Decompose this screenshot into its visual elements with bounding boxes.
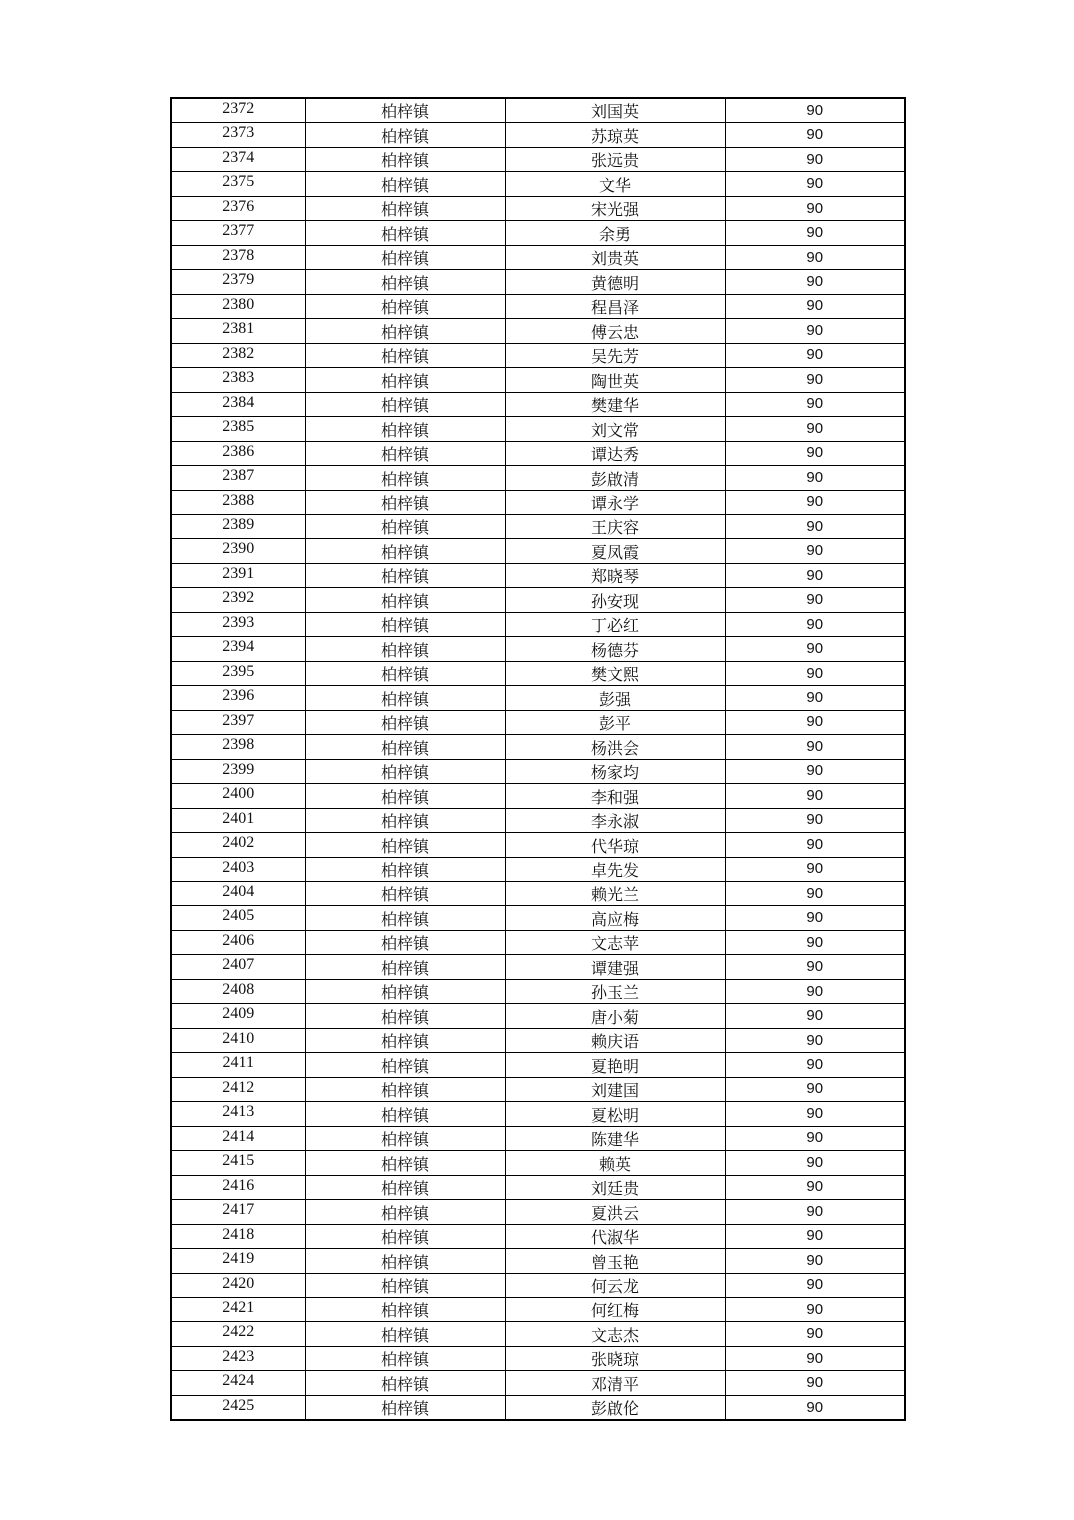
row-number: 2405 [171, 906, 305, 930]
town-cell: 柏梓镇 [305, 686, 505, 710]
row-number: 2387 [171, 466, 305, 490]
name-cell: 刘贵英 [505, 245, 725, 269]
town-cell: 柏梓镇 [305, 1102, 505, 1126]
table-row [171, 661, 905, 685]
row-number: 2373 [171, 123, 305, 147]
town-cell: 柏梓镇 [305, 221, 505, 245]
name-cell: 杨家均 [505, 759, 725, 783]
table-row [171, 1053, 905, 1077]
name-cell: 代华琼 [505, 833, 725, 857]
score-cell: 90 [725, 1077, 905, 1101]
town-cell: 柏梓镇 [305, 906, 505, 930]
name-cell: 程昌泽 [505, 294, 725, 318]
name-cell: 邓清平 [505, 1371, 725, 1395]
name-cell: 郑晓琴 [505, 563, 725, 587]
row-number: 2385 [171, 417, 305, 441]
name-cell: 谭达秀 [505, 441, 725, 465]
town-cell: 柏梓镇 [305, 245, 505, 269]
town-cell: 柏梓镇 [305, 979, 505, 1003]
row-number: 2406 [171, 930, 305, 954]
name-cell: 谭永学 [505, 490, 725, 514]
town-cell: 柏梓镇 [305, 759, 505, 783]
row-number: 2377 [171, 221, 305, 245]
table-row [171, 686, 905, 710]
row-number: 2411 [171, 1053, 305, 1077]
row-number: 2393 [171, 612, 305, 636]
name-cell: 文华 [505, 172, 725, 196]
row-number: 2416 [171, 1175, 305, 1199]
name-cell: 余勇 [505, 221, 725, 245]
row-number: 2398 [171, 735, 305, 759]
score-cell: 90 [725, 686, 905, 710]
table-row [171, 1322, 905, 1346]
town-cell: 柏梓镇 [305, 441, 505, 465]
table-row [171, 172, 905, 196]
row-number: 2390 [171, 539, 305, 563]
score-cell: 90 [725, 123, 905, 147]
score-cell: 90 [725, 1028, 905, 1052]
table-row [171, 588, 905, 612]
name-cell: 张远贵 [505, 147, 725, 171]
score-cell: 90 [725, 1004, 905, 1028]
row-number: 2408 [171, 979, 305, 1003]
town-cell: 柏梓镇 [305, 147, 505, 171]
name-cell: 吴先芳 [505, 343, 725, 367]
row-number: 2378 [171, 245, 305, 269]
town-cell: 柏梓镇 [305, 1346, 505, 1370]
name-cell: 文志苹 [505, 930, 725, 954]
table-row [171, 906, 905, 930]
name-cell: 杨德芬 [505, 637, 725, 661]
name-cell: 谭建强 [505, 955, 725, 979]
row-number: 2400 [171, 784, 305, 808]
score-cell: 90 [725, 637, 905, 661]
name-cell: 李永淑 [505, 808, 725, 832]
table-row [171, 637, 905, 661]
score-cell: 90 [725, 221, 905, 245]
table-row [171, 1249, 905, 1273]
row-number: 2388 [171, 490, 305, 514]
row-number: 2391 [171, 563, 305, 587]
score-cell: 90 [725, 270, 905, 294]
town-cell: 柏梓镇 [305, 123, 505, 147]
table-row [171, 1175, 905, 1199]
row-number: 2401 [171, 808, 305, 832]
score-cell: 90 [725, 245, 905, 269]
table-row [171, 466, 905, 490]
score-cell: 90 [725, 466, 905, 490]
name-cell: 樊文熙 [505, 661, 725, 685]
town-cell: 柏梓镇 [305, 1053, 505, 1077]
town-cell: 柏梓镇 [305, 392, 505, 416]
score-cell: 90 [725, 1249, 905, 1273]
name-cell: 陈建华 [505, 1126, 725, 1150]
town-cell: 柏梓镇 [305, 661, 505, 685]
name-cell: 杨洪会 [505, 735, 725, 759]
town-cell: 柏梓镇 [305, 1004, 505, 1028]
table-row [171, 1200, 905, 1224]
row-number: 2375 [171, 172, 305, 196]
table-row [171, 270, 905, 294]
name-cell: 彭啟清 [505, 466, 725, 490]
name-cell: 宋光强 [505, 196, 725, 220]
row-number: 2421 [171, 1297, 305, 1321]
score-cell: 90 [725, 172, 905, 196]
score-cell: 90 [725, 441, 905, 465]
score-cell: 90 [725, 563, 905, 587]
name-cell: 文志杰 [505, 1322, 725, 1346]
town-cell: 柏梓镇 [305, 98, 505, 123]
score-cell: 90 [725, 930, 905, 954]
name-cell: 苏琼英 [505, 123, 725, 147]
town-cell: 柏梓镇 [305, 857, 505, 881]
table-row [171, 1077, 905, 1101]
row-number: 2402 [171, 833, 305, 857]
name-cell: 夏凤霞 [505, 539, 725, 563]
table-row [171, 1395, 905, 1420]
score-cell: 90 [725, 147, 905, 171]
row-number: 2420 [171, 1273, 305, 1297]
town-cell: 柏梓镇 [305, 343, 505, 367]
town-cell: 柏梓镇 [305, 612, 505, 636]
name-cell: 刘廷贵 [505, 1175, 725, 1199]
row-number: 2383 [171, 368, 305, 392]
row-number: 2412 [171, 1077, 305, 1101]
town-cell: 柏梓镇 [305, 563, 505, 587]
town-cell: 柏梓镇 [305, 196, 505, 220]
score-cell: 90 [725, 661, 905, 685]
town-cell: 柏梓镇 [305, 833, 505, 857]
name-cell: 李和强 [505, 784, 725, 808]
score-cell: 90 [725, 539, 905, 563]
score-cell: 90 [725, 906, 905, 930]
score-cell: 90 [725, 417, 905, 441]
name-cell: 樊建华 [505, 392, 725, 416]
name-cell: 刘建国 [505, 1077, 725, 1101]
table-row [171, 1004, 905, 1028]
score-cell: 90 [725, 319, 905, 343]
score-cell: 90 [725, 588, 905, 612]
roster-table-body [171, 98, 905, 1420]
town-cell: 柏梓镇 [305, 882, 505, 906]
row-number: 2372 [171, 98, 305, 123]
town-cell: 柏梓镇 [305, 1322, 505, 1346]
table-row [171, 930, 905, 954]
row-number: 2384 [171, 392, 305, 416]
town-cell: 柏梓镇 [305, 1175, 505, 1199]
name-cell: 彭啟伦 [505, 1395, 725, 1420]
name-cell: 何红梅 [505, 1297, 725, 1321]
table-row [171, 294, 905, 318]
score-cell: 90 [725, 1151, 905, 1175]
table-row [171, 759, 905, 783]
town-cell: 柏梓镇 [305, 1297, 505, 1321]
score-cell: 90 [725, 1273, 905, 1297]
table-row [171, 123, 905, 147]
town-cell: 柏梓镇 [305, 710, 505, 734]
town-cell: 柏梓镇 [305, 1077, 505, 1101]
name-cell: 黄德明 [505, 270, 725, 294]
table-row [171, 343, 905, 367]
town-cell: 柏梓镇 [305, 270, 505, 294]
town-cell: 柏梓镇 [305, 1395, 505, 1420]
table-row [171, 1151, 905, 1175]
row-number: 2397 [171, 710, 305, 734]
town-cell: 柏梓镇 [305, 466, 505, 490]
town-cell: 柏梓镇 [305, 1028, 505, 1052]
table-row [171, 539, 905, 563]
row-number: 2376 [171, 196, 305, 220]
town-cell: 柏梓镇 [305, 319, 505, 343]
table-row [171, 368, 905, 392]
row-number: 2374 [171, 147, 305, 171]
table-row [171, 1273, 905, 1297]
town-cell: 柏梓镇 [305, 539, 505, 563]
table-row [171, 490, 905, 514]
name-cell: 高应梅 [505, 906, 725, 930]
name-cell: 夏松明 [505, 1102, 725, 1126]
score-cell: 90 [725, 343, 905, 367]
row-number: 2396 [171, 686, 305, 710]
name-cell: 彭平 [505, 710, 725, 734]
score-cell: 90 [725, 1224, 905, 1248]
town-cell: 柏梓镇 [305, 1151, 505, 1175]
score-cell: 90 [725, 514, 905, 538]
table-row [171, 612, 905, 636]
score-cell: 90 [725, 1346, 905, 1370]
table-row [171, 1297, 905, 1321]
table-row [171, 808, 905, 832]
name-cell: 刘文常 [505, 417, 725, 441]
name-cell: 孙玉兰 [505, 979, 725, 1003]
table-row [171, 833, 905, 857]
town-cell: 柏梓镇 [305, 1273, 505, 1297]
table-row [171, 1224, 905, 1248]
table-row [171, 1346, 905, 1370]
name-cell: 夏洪云 [505, 1200, 725, 1224]
table-row [171, 955, 905, 979]
name-cell: 刘国英 [505, 98, 725, 123]
table-row [171, 319, 905, 343]
town-cell: 柏梓镇 [305, 784, 505, 808]
row-number: 2425 [171, 1395, 305, 1420]
name-cell: 张晓琼 [505, 1346, 725, 1370]
score-cell: 90 [725, 1200, 905, 1224]
score-cell: 90 [725, 955, 905, 979]
score-cell: 90 [725, 1053, 905, 1077]
table-row [171, 441, 905, 465]
table-row [171, 735, 905, 759]
name-cell: 唐小菊 [505, 1004, 725, 1028]
table-row [171, 98, 905, 123]
name-cell: 赖英 [505, 1151, 725, 1175]
score-cell: 90 [725, 735, 905, 759]
roster-table [170, 97, 906, 1421]
town-cell: 柏梓镇 [305, 514, 505, 538]
name-cell: 王庆容 [505, 514, 725, 538]
score-cell: 90 [725, 98, 905, 123]
table-row [171, 710, 905, 734]
town-cell: 柏梓镇 [305, 172, 505, 196]
table-row [171, 857, 905, 881]
name-cell: 丁必红 [505, 612, 725, 636]
town-cell: 柏梓镇 [305, 1224, 505, 1248]
score-cell: 90 [725, 833, 905, 857]
name-cell: 夏艳明 [505, 1053, 725, 1077]
town-cell: 柏梓镇 [305, 368, 505, 392]
name-cell: 何云龙 [505, 1273, 725, 1297]
table-row [171, 882, 905, 906]
score-cell: 90 [725, 1297, 905, 1321]
score-cell: 90 [725, 1395, 905, 1420]
row-number: 2414 [171, 1126, 305, 1150]
score-cell: 90 [725, 612, 905, 636]
row-number: 2392 [171, 588, 305, 612]
score-cell: 90 [725, 1322, 905, 1346]
row-number: 2418 [171, 1224, 305, 1248]
score-cell: 90 [725, 979, 905, 1003]
table-row [171, 417, 905, 441]
name-cell: 陶世英 [505, 368, 725, 392]
town-cell: 柏梓镇 [305, 1249, 505, 1273]
table-row [171, 245, 905, 269]
score-cell: 90 [725, 759, 905, 783]
name-cell: 曾玉艳 [505, 1249, 725, 1273]
score-cell: 90 [725, 196, 905, 220]
name-cell: 傅云忠 [505, 319, 725, 343]
row-number: 2395 [171, 661, 305, 685]
town-cell: 柏梓镇 [305, 490, 505, 514]
town-cell: 柏梓镇 [305, 1200, 505, 1224]
score-cell: 90 [725, 1175, 905, 1199]
table-row [171, 1371, 905, 1395]
row-number: 2424 [171, 1371, 305, 1395]
row-number: 2386 [171, 441, 305, 465]
score-cell: 90 [725, 710, 905, 734]
name-cell: 彭强 [505, 686, 725, 710]
name-cell: 孙安现 [505, 588, 725, 612]
town-cell: 柏梓镇 [305, 808, 505, 832]
row-number: 2419 [171, 1249, 305, 1273]
town-cell: 柏梓镇 [305, 417, 505, 441]
table-row [171, 196, 905, 220]
score-cell: 90 [725, 490, 905, 514]
table-row [171, 514, 905, 538]
row-number: 2409 [171, 1004, 305, 1028]
town-cell: 柏梓镇 [305, 1126, 505, 1150]
row-number: 2389 [171, 514, 305, 538]
row-number: 2415 [171, 1151, 305, 1175]
score-cell: 90 [725, 882, 905, 906]
table-row [171, 979, 905, 1003]
score-cell: 90 [725, 294, 905, 318]
town-cell: 柏梓镇 [305, 955, 505, 979]
score-cell: 90 [725, 808, 905, 832]
table-row [171, 1102, 905, 1126]
town-cell: 柏梓镇 [305, 637, 505, 661]
row-number: 2394 [171, 637, 305, 661]
table-row [171, 392, 905, 416]
row-number: 2403 [171, 857, 305, 881]
row-number: 2379 [171, 270, 305, 294]
score-cell: 90 [725, 1371, 905, 1395]
table-row [171, 1126, 905, 1150]
row-number: 2399 [171, 759, 305, 783]
town-cell: 柏梓镇 [305, 735, 505, 759]
table-row [171, 563, 905, 587]
town-cell: 柏梓镇 [305, 588, 505, 612]
town-cell: 柏梓镇 [305, 1371, 505, 1395]
score-cell: 90 [725, 784, 905, 808]
town-cell: 柏梓镇 [305, 294, 505, 318]
name-cell: 卓先发 [505, 857, 725, 881]
table-row [171, 221, 905, 245]
row-number: 2417 [171, 1200, 305, 1224]
row-number: 2423 [171, 1346, 305, 1370]
row-number: 2422 [171, 1322, 305, 1346]
score-cell: 90 [725, 368, 905, 392]
score-cell: 90 [725, 1126, 905, 1150]
row-number: 2404 [171, 882, 305, 906]
row-number: 2410 [171, 1028, 305, 1052]
name-cell: 赖光兰 [505, 882, 725, 906]
table-row [171, 147, 905, 171]
row-number: 2380 [171, 294, 305, 318]
row-number: 2407 [171, 955, 305, 979]
name-cell: 代淑华 [505, 1224, 725, 1248]
row-number: 2381 [171, 319, 305, 343]
score-cell: 90 [725, 392, 905, 416]
row-number: 2382 [171, 343, 305, 367]
score-cell: 90 [725, 857, 905, 881]
name-cell: 赖庆语 [505, 1028, 725, 1052]
town-cell: 柏梓镇 [305, 930, 505, 954]
score-cell: 90 [725, 1102, 905, 1126]
row-number: 2413 [171, 1102, 305, 1126]
table-row [171, 784, 905, 808]
table-row [171, 1028, 905, 1052]
